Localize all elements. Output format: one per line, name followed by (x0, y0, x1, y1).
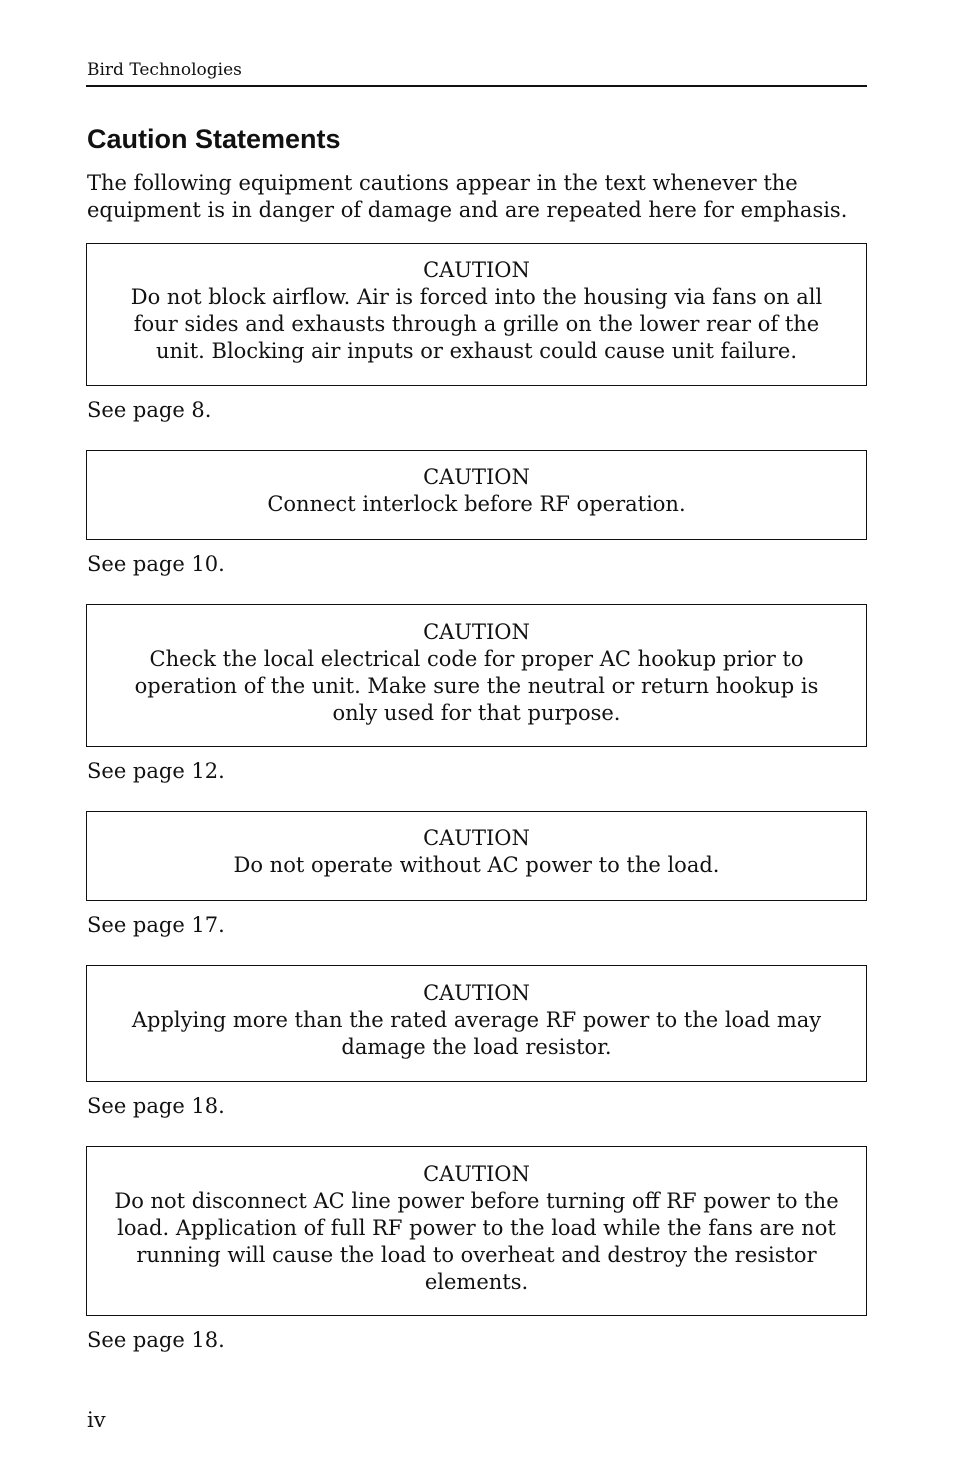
caution-text: Do not operate without AC power to the load. (233, 853, 720, 877)
caution-box (86, 243, 867, 386)
intro-paragraph: The following equipment cautions appear in the text whenever the equipment is in danger of damage and are repeated here for emphasis. (87, 171, 848, 222)
see-page-reference: See page 18. (87, 1328, 225, 1352)
caution-title: CAUTION (423, 620, 530, 644)
caution-text: Do not block airflow. Air is forced into the housing via fans on all four sides and exhausts through a grille on the lower rear of the unit. Blocking air inputs or exhaust could cause unit failure. (130, 285, 823, 363)
page-number: iv (87, 1408, 106, 1432)
caution-title: CAUTION (423, 826, 530, 850)
caution-box (86, 1146, 867, 1316)
caution-text: Do not disconnect AC line power before turning off RF power to the load. Application of full RF power to the load while the fans are not running will cause the load to overheat and destroy the resistor elements. (114, 1189, 839, 1294)
caution-text: Connect interlock before RF operation. (267, 492, 686, 516)
caution-title: CAUTION (423, 981, 530, 1005)
see-page-reference: See page 8. (87, 398, 212, 422)
caution-title: CAUTION (423, 465, 530, 489)
caution-title: CAUTION (423, 258, 530, 282)
caution-box (86, 604, 867, 747)
header-rule (86, 85, 867, 87)
caution-title: CAUTION (423, 1162, 530, 1186)
see-page-reference: See page 17. (87, 913, 225, 937)
caution-box (86, 450, 867, 540)
caution-box (86, 965, 867, 1082)
section-title: Caution Statements (87, 124, 341, 154)
caution-text: Applying more than the rated average RF power to the load may damage the load resistor. (131, 1008, 822, 1059)
caution-box (86, 811, 867, 901)
see-page-reference: See page 18. (87, 1094, 225, 1118)
see-page-reference: See page 12. (87, 759, 225, 783)
running-header: Bird Technologies (87, 60, 242, 80)
caution-text: Check the local electrical code for proper AC hookup prior to operation of the unit. Make sure the neutral or return hookup is only used for that purpose. (134, 647, 819, 725)
see-page-reference: See page 10. (87, 552, 225, 576)
